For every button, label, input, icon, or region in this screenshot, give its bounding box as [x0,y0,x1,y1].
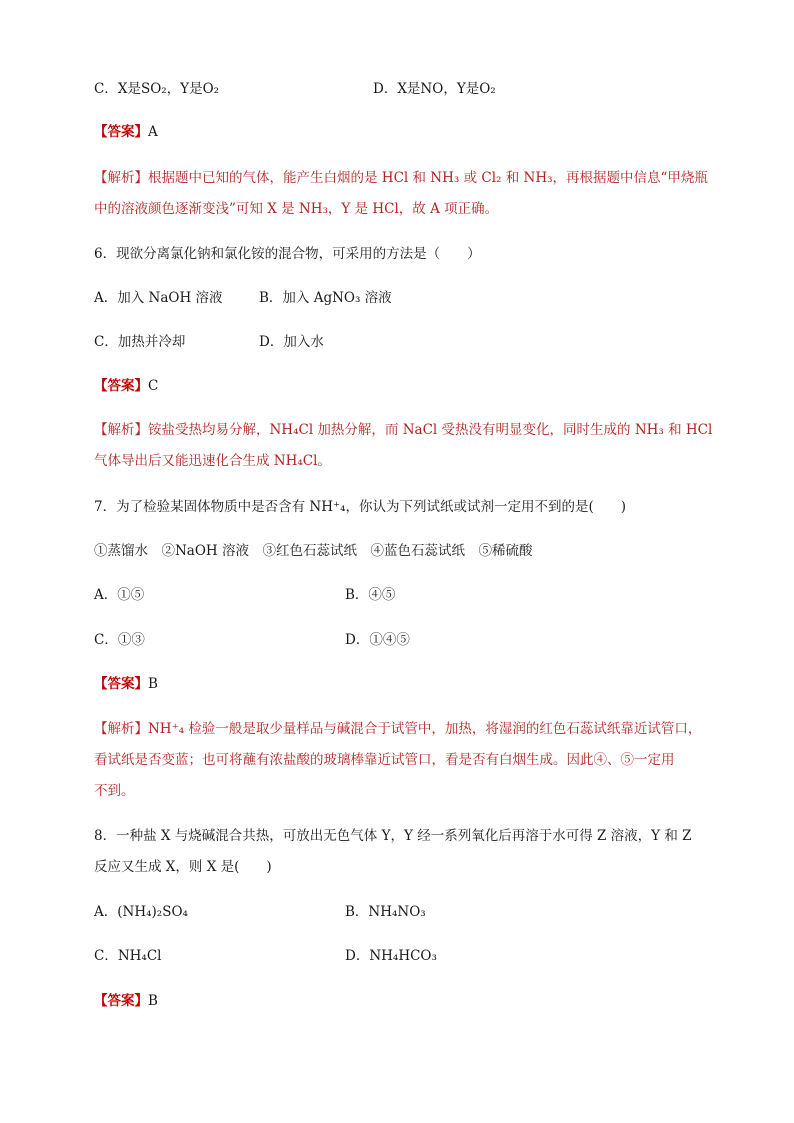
q8-option-b: B．NH₄NO₃ [345,904,426,920]
q8-stem-line1: 8．一种盐 X 与烧碱混合共热，可放出无色气体 Y，Y 经一系列氧化后再溶于水可得 Z 溶液，Y 和 Z [94,828,692,844]
q7-items: ①蒸馏水 ②NaOH 溶液 ③红色石蕊试纸 ④蓝色石蕊试纸 ⑤稀硫酸 [94,543,533,559]
q8-option-d: D．NH₄HCO₃ [345,948,437,964]
q6-analysis-line1: 【解析】铵盐受热均易分解，NH₄Cl 加热分解，而 NaCl 受热没有明显变化，同时生成的 NH₃ 和 HCl [94,422,713,438]
q7-stem: 7．为了检验某固体物质中是否含有 NH⁺₄，你认为下列试纸或试剂一定用不到的是( ) [94,499,627,515]
answer-tag: 【答案】 [94,993,148,1009]
q7-option-d: D．①④⑤ [345,632,410,648]
q5-answer [94,122,158,142]
answer-tag: 【答案】 [94,378,148,394]
q6-analysis-line2: 气体导出后又能迅速化合生成 NH₄Cl。 [94,453,331,469]
q5-option-c: C．X是SO₂，Y是O₂ [94,81,220,97]
q5-analysis-line2: 中的溶液颜色逐渐变浅”可知 X 是 NH₃，Y 是 HCl，故 A 项正确。 [94,201,499,217]
q5-option-d: D．X是NO，Y是O₂ [373,81,496,97]
answer-value: B [148,993,158,1009]
q8-option-c: C．NH₄Cl [94,948,162,964]
q7-analysis-line3: 不到。 [94,783,135,799]
q6-stem: 6．现欲分离氯化钠和氯化铵的混合物，可采用的方法是（ ） [94,246,481,262]
q7-answer [94,674,158,694]
q6-option-c: C．加热并冷却 [94,334,186,350]
q7-option-c: C．①③ [94,632,145,648]
answer-tag: 【答案】 [94,124,148,140]
answer-value: C [148,378,159,394]
answer-tag: 【答案】 [94,676,148,692]
q8-stem-line2: 反应又生成 X，则 X 是( ) [94,859,272,875]
q8-option-a: A．(NH₄)₂SO₄ [94,904,188,920]
q7-analysis-line2: 看试纸是否变蓝；也可将蘸有浓盐酸的玻璃棒靠近试管口，看是否有白烟生成。因此④、⑤一定用 [94,752,675,768]
q6-option-d: D．加入水 [259,334,324,350]
q8-answer [94,991,158,1011]
q7-option-a: A．①⑤ [94,587,145,603]
answer-value: A [148,124,158,140]
answer-value: B [148,676,158,692]
q6-answer [94,376,158,396]
q7-analysis-line1: 【解析】NH⁺₄ 检验一般是取少量样品与碱混合于试管中，加热，将湿润的红色石蕊试纸靠近试管口， [94,721,702,737]
q5-analysis-line1: 【解析】根据题中已知的气体，能产生白烟的是 HCl 和 NH₃ 或 Cl₂ 和 NH₃，再根据题中信息“甲烧瓶 [94,170,708,186]
q6-option-a: A．加入 NaOH 溶液 [94,290,223,306]
q6-option-b: B．加入 AgNO₃ 溶液 [259,290,392,306]
q7-option-b: B．④⑤ [345,587,396,603]
